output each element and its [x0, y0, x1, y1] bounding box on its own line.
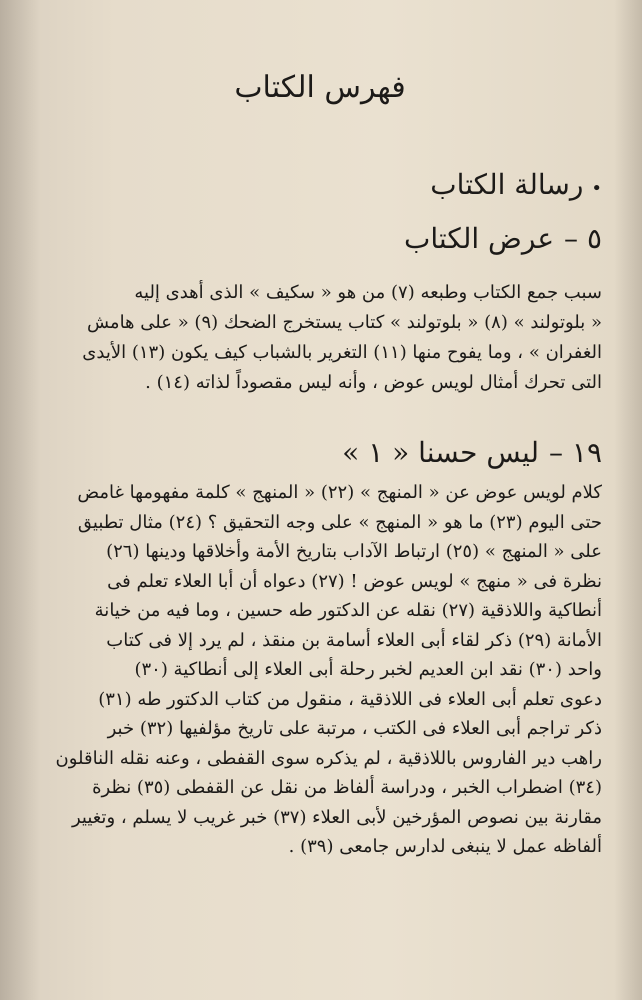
- text-line: الأمانة (٢٩) ذكر لقاء أبى العلاء أسامة بن منقذ ، لم يرد إلا فى كتاب: [106, 629, 602, 651]
- text-line: واحد (٣٠) نقد ابن العديم لخبر رحلة أبى العلاء إلى أنطاكية (٣٠): [134, 659, 602, 680]
- text-line: (٣٤) اضطراب الخبر ، ودراسة ألفاظ من نقل عن القفطى (٣٥) نظرة: [92, 777, 602, 798]
- text-line: ألفاظه عمل لا ينبغى لدارس جامعى (٣٩) .: [288, 836, 602, 857]
- heading-text: عرض الكتاب: [404, 222, 555, 255]
- section-laysa-summary: [42, 478, 602, 862]
- text-line: نظرة فى « منهج » لويس عوض ! (٢٧) دعواه أن أبا العلاء تعلم فى: [107, 570, 602, 592]
- text-line: الغفران » ، وما يفوح منها (١١) التغرير بالشباب كيف يكون (١٣) الأيدى: [82, 342, 602, 363]
- heading-text: رسالة الكتاب: [430, 168, 584, 201]
- text-line: سبب جمع الكتاب وطبعه (٧) من هو « سكيف » الذى أهدى إليه: [134, 282, 602, 303]
- page-title: فهرس الكتاب: [234, 70, 406, 105]
- text-line: « بلوتولند » (٨) « بلوتولند » كتاب يستخرج الضحك (٩) « على هامش: [86, 312, 602, 333]
- text-line: ذكر تراجم أبى العلاء فى الكتب ، مرتبة على تاريخ مؤلفيها (٣٢) خبر: [107, 718, 602, 739]
- text-line: حتى اليوم (٢٣) ما هو « المنهج » على وجه التحقيق ؟ (٢٤) مثال تطبيق: [77, 511, 602, 533]
- text-line: كلام لويس عوض عن « المنهج » (٢٢) « المنهج » كلمة مفهومها غامض: [77, 482, 602, 503]
- heading-bullet: •: [591, 178, 602, 199]
- text-line: أنطاكية واللاذقية (٢٧) نقله عن الدكتور طه حسين ، وما فيه من خيانة: [94, 600, 602, 621]
- heading-laysa-hasanan: [342, 436, 602, 469]
- text-line: على « المنهج » (٢٥) ارتباط الآداب بتاريخ الأمة وأخلاقها ودينها (٢٦): [106, 541, 602, 562]
- text-line: مقارنة بين نصوص المؤرخين لأبى العلاء (٣٧) خبر غريب لا يسلم ، وتغيير: [71, 806, 602, 828]
- text-line: راهب دير الفاروس باللاذقية ، لم يذكره سوى القفطى ، وعنه نقله الناقلون: [55, 747, 602, 769]
- section-ard-summary: [42, 278, 602, 398]
- heading-risalat-al-kitab: [430, 168, 602, 201]
- page-edge-shadow: [614, 0, 642, 1000]
- page-binding-shadow: [0, 0, 40, 1000]
- text-line: دعوى تعلم أبى العلاء فى اللاذقية ، منقول من كتاب الدكتور طه (٣١): [98, 688, 602, 710]
- heading-ard-al-kitab: [404, 222, 602, 255]
- heading-page-number: ٥ –: [564, 222, 602, 255]
- text-line: التى تحرك أمثال لويس عوض ، وأنه ليس مقصوداً لذاته (١٤) .: [145, 372, 602, 393]
- heading-page-number: ١٩ –: [549, 436, 602, 469]
- heading-text: ليس حسنا « ١ »: [342, 436, 540, 469]
